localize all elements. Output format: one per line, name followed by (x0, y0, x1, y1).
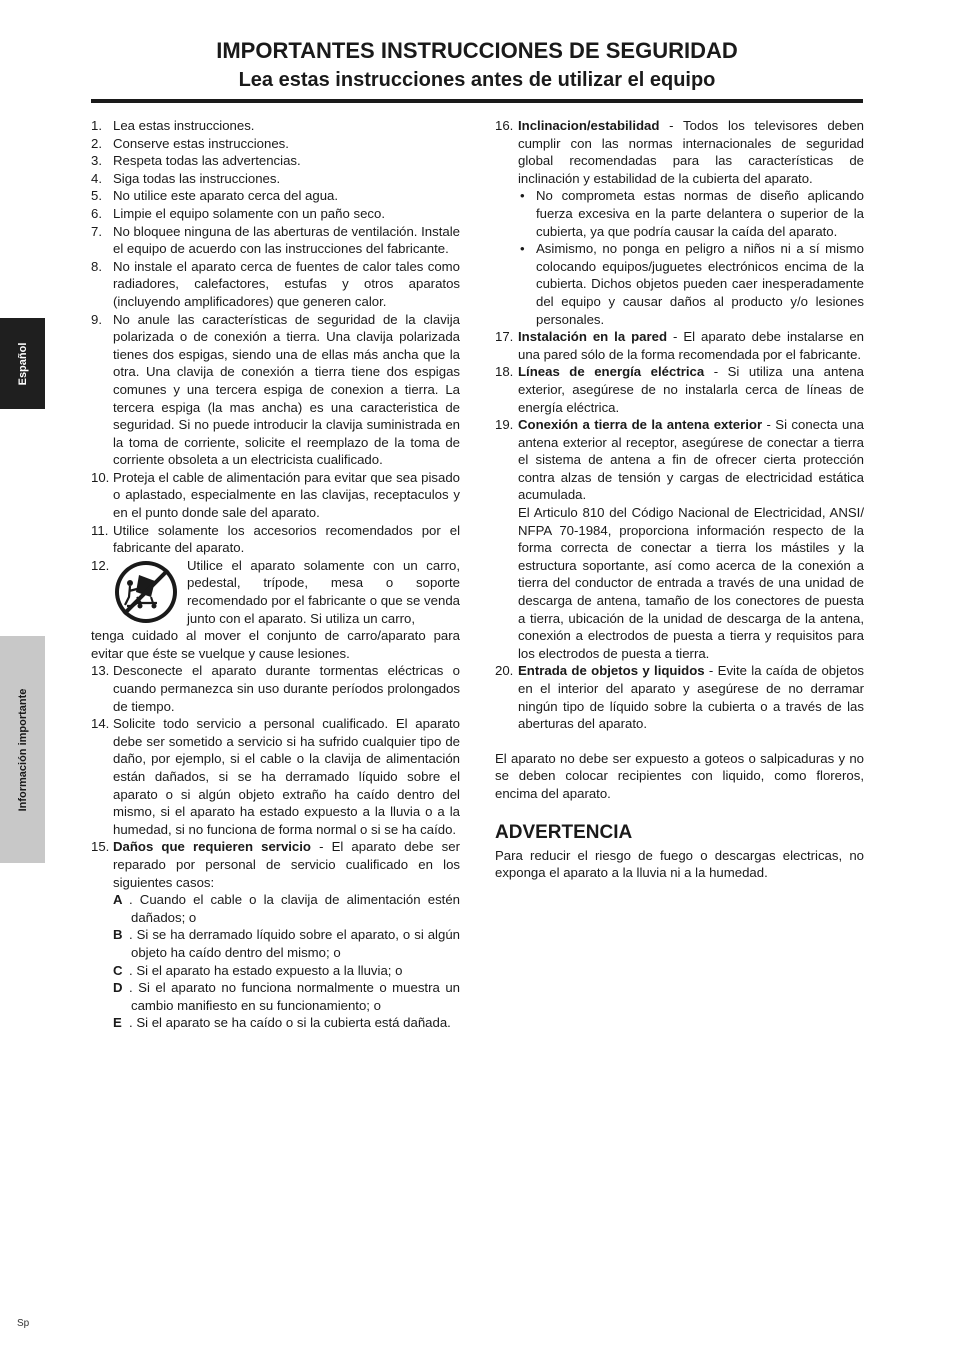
warning-text: Para reducir el riesgo de fuego o descargas electricas, no exponga el aparato a la lluvia ni a la humedad. (495, 847, 864, 881)
sub-text: . Cuando el cable o la clavija de alimentación estén dañados; o (129, 892, 460, 925)
list-item-service (91, 838, 460, 1032)
item-number: 17. (495, 329, 514, 345)
right-column (495, 117, 864, 882)
language-tab-label: Español (16, 342, 29, 385)
header-rule (91, 99, 863, 103)
item-number: 7. (91, 223, 102, 239)
warning-title: ADVERTENCIA (495, 821, 633, 843)
item-heading: Instalación en la pared (518, 329, 668, 345)
list-item-antenna (495, 416, 864, 662)
item-text: - Si utiliza una antena exterior, asegúrese de no instalarla cerca de líneas de energía eléctrica. (518, 364, 864, 415)
page-header (91, 36, 863, 94)
list-item (91, 469, 460, 522)
item-text: Utilice el aparato solamente con un carro, pedestal, trípode, mesa o soporte recomendado por el fabricante o que se venda junto con el aparato. Si utiliza un carro, (187, 557, 460, 626)
item-text: - Evite la caída de objetos en el interior del aparato y asegúrese de no derramar ningún tipo de líquido sobre la cubierta o a través de las aberturas del aparato. (518, 663, 864, 732)
item-number: 20. (495, 663, 514, 679)
item-text: Limpie el equipo solamente con un paño seco. (113, 205, 385, 221)
bullet-item (518, 240, 864, 328)
page-subtitle: Lea estas instrucciones antes de utilizar el equipo (238, 69, 716, 91)
list-item-objects (495, 662, 864, 732)
item-text: Respeta todas las advertencias. (113, 153, 301, 169)
sub-text: . Si se ha derramado líquido sobre el aparato, o si algún objeto ha caído dentro del mismo; o (129, 927, 460, 960)
item-text: - Todos los televisores deben cumplir con las normas internacionales de seguridad global recomendadas para las características de inclinación y estabilidad de la cubierta del aparato. (518, 118, 864, 186)
list-item-cart (91, 557, 460, 663)
item-text: Siga todas las instrucciones. (113, 170, 281, 186)
sub-letter: E (113, 1015, 122, 1031)
item-text-continued: El Articulo 810 del Código Nacional de Electricidad, ANSI/ NFPA 70-1984, proporciona información respecto de la forma correcta de conectar a tierra los mástiles y la estructura soportante, así como acerca de la conexión a tierra del conductor de entrada a través de una unidad de descarga de antena, tamaño de los conectores de puesta a tierra, ubicación de la unidad de descarga de la antena, conexión a electrodos de puesta a tierra y requisitos para los electrodos de puesta a tierra. (518, 505, 864, 661)
item-text: No utilice este aparato cerca del agua. (113, 188, 339, 204)
item-heading: Daños que requieren servicio (113, 839, 311, 855)
item-text: Utilice solamente los accesorios recomendados por el fabricante del aparato. (113, 522, 460, 556)
sub-letter: A (113, 892, 123, 908)
item-heading: Inclinacion/estabilidad (518, 118, 660, 133)
item-number: 15. (91, 839, 110, 855)
list-item (91, 205, 460, 223)
item-number: 6. (91, 205, 102, 221)
list-item (91, 170, 460, 188)
item-number: 18. (495, 364, 514, 380)
list-item (91, 135, 460, 153)
sub-letter: D (113, 980, 123, 996)
item-number: 8. (91, 258, 102, 274)
sub-item (113, 926, 460, 961)
item-text: - Si conecta una antena exterior al receptor, asegúrese de conectar a tierra el sistema de antena a fin de ofrecer cierta protección contra alzas de tensión y cargas de electricidad estática acumulada. (518, 417, 865, 503)
item-number: 2. (91, 135, 102, 151)
list-item (91, 311, 460, 469)
cart-tip-over-warning-icon (113, 559, 179, 625)
item-number: 13. (91, 663, 110, 679)
section-tab-label: Información importante (16, 688, 29, 811)
item-number: 9. (91, 311, 102, 327)
list-item (91, 187, 460, 205)
item-text: No bloquee ninguna de las aberturas de ventilación. Instale el equipo de acuerdo con las instrucciones del fabricante. (113, 223, 460, 257)
item-number: 4. (91, 170, 102, 186)
left-column (91, 117, 460, 1032)
bullet-icon: • (520, 241, 525, 257)
list-item (91, 258, 460, 311)
item-number: 14. (91, 716, 110, 732)
liquid-note: El aparato no debe ser expuesto a goteos o salpicaduras y no se deben colocar recipientes con liquido, como floreros, encima del aparato. (495, 750, 864, 801)
bullet-text: No comprometa estas normas de diseño aplicando fuerza excesiva en la parte delantera o superior de la cubierta, ya que podría causar la caída del aparato. (536, 188, 864, 239)
item-text: No instale el aparato cerca de fuentes de calor tales como radiadores, calefactores, estufas y otros aparatos (incluyendo amplificadores) que generen calor. (113, 258, 460, 309)
list-item-power-lines (495, 363, 864, 416)
sub-letter: C (113, 962, 123, 978)
item-text: No anule las características de seguridad de la clavija polarizada o de conexión a tierra. Una clavija polarizada tienes dos espigas, siendo una de ellas más ancha que la otra. Una clavija de conexión a tierra tiene dos espigas comunes y una tercera espiga de conexion a tierra. La tercera espiga (la mas ancha) es una caracteristica de seguridad. Si no puede introducir la clavija suministrada en la toma de corriente, solicite el reemplazo de la toma de corriente obsoleta a un electricista cualificado. (113, 311, 460, 468)
sub-item (113, 1014, 460, 1032)
sub-item (113, 979, 460, 1014)
item-number: 12. (91, 557, 110, 573)
bullet-item (518, 187, 864, 240)
sub-text: . Si el aparato no funciona normalmente o muestra un cambio manifiesto en su funcionamiento; o (129, 980, 460, 1013)
page-title: IMPORTANTES INSTRUCCIONES DE SEGURIDAD (216, 38, 738, 63)
item-number: 3. (91, 153, 102, 169)
item-text: Lea estas instrucciones. (113, 118, 255, 133)
list-item (91, 223, 460, 258)
item-text: Conserve estas instrucciones. (113, 135, 289, 151)
item-number: 19. (495, 417, 514, 433)
list-item (91, 117, 460, 135)
page-label: Sp (17, 1318, 30, 1329)
item-text-continued: tenga cuidado al mover el conjunto de carro/aparato para evitar que éste se vuelque y cause lesiones. (91, 628, 460, 661)
bullet-icon: • (520, 188, 525, 204)
item-text: Proteja el cable de alimentación para evitar que sea pisado o aplastado, especialmente en las clavijas, receptaculos y en el punto donde sale del aparato. (113, 469, 460, 521)
sub-item (113, 891, 460, 926)
item-number: 5. (91, 188, 102, 204)
sub-letter: B (113, 927, 123, 943)
list-item (91, 522, 460, 557)
sub-item (113, 962, 460, 980)
bullet-text: Asimismo, no ponga en peligro a niños ni a sí mismo colocando equipos/juguetes electrónicos encima de la cubierta. Dichos objetos pueden caer inesperadamente del equipo y causar daños al producto y/o lesiones personales. (536, 241, 864, 327)
list-item-wall (495, 328, 864, 363)
section-tab (0, 636, 45, 863)
item-number: 1. (91, 118, 102, 133)
item-number: 10. (91, 469, 110, 485)
item-number: 11. (91, 522, 109, 538)
sub-text: . Si el aparato ha estado expuesto a la lluvia; o (129, 962, 403, 978)
item-text: Desconecte el aparato durante tormentas eléctricas o cuando permanezca sin uso durante períodos prolongados de tiempo. (113, 663, 460, 714)
list-item (91, 715, 460, 838)
list-item (91, 662, 460, 715)
item-number: 16. (495, 118, 514, 133)
item-text: - El aparato debe ser reparado por personal de servicio cualificado en los siguientes casos: (113, 839, 460, 890)
list-item (91, 152, 460, 170)
language-tab (0, 318, 45, 409)
item-heading: Conexión a tierra de la antena exterior (518, 417, 763, 433)
sub-text: . Si el aparato se ha caído o si la cubierta está dañada. (129, 1015, 451, 1031)
item-text: - El aparato debe instalarse en una pared sólo de la forma recomendada por el fabricante. (518, 329, 864, 362)
item-heading: Entrada de objetos y liquidos (518, 663, 705, 679)
list-item-stability (495, 117, 864, 328)
item-heading: Líneas de energía eléctrica (518, 364, 705, 380)
item-text: Solicite todo servicio a personal cualificado. El aparato debe ser sometido a servicio si ha sufrido cualquier tipo de daño, por ejemplo, si el cable o la clavija de alimentación están dañados, si se ha derramado líquido sobre el aparato o si algún objeto extraño ha caído dentro del mismo, si el aparato ha estado expuesto a la lluvia o a la humedad, si no funciona de forma normal o si se ha caído. (113, 716, 460, 837)
